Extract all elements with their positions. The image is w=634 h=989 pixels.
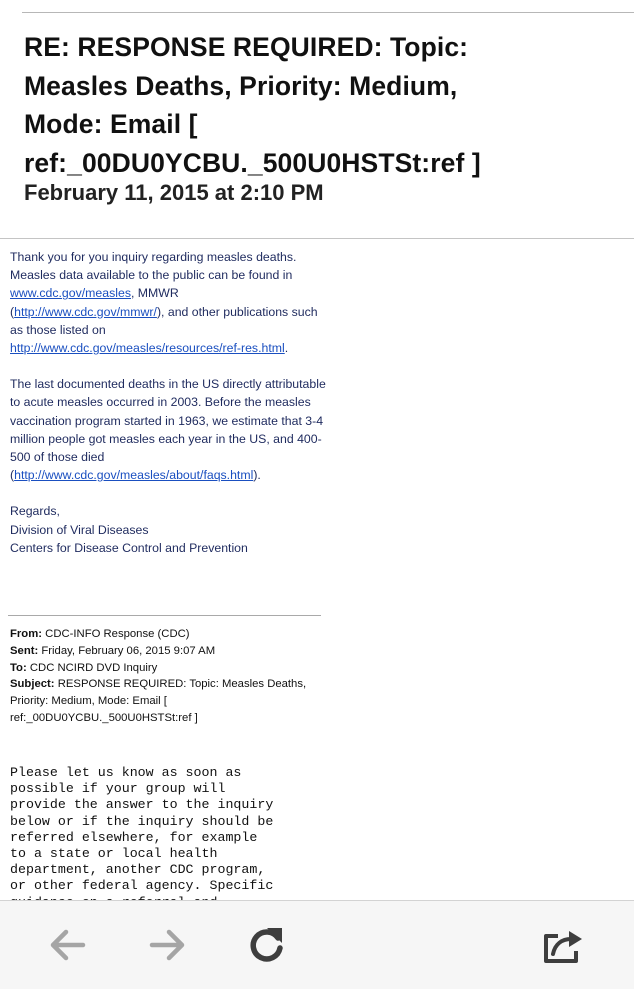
header-divider — [0, 238, 634, 239]
link-cdc-measles[interactable]: www.cdc.gov/measles — [10, 286, 131, 301]
body-line: or other federal agency. Specific — [10, 878, 274, 894]
subject-line: ref:_00DU0YCBU._500U0HSTSt:ref ] — [24, 147, 481, 178]
link-mmwr[interactable]: http://www.cdc.gov/mmwr/ — [14, 304, 157, 319]
quote-divider — [8, 615, 321, 616]
reply-text: ). — [253, 468, 261, 483]
sent-row — [10, 643, 320, 660]
subject-row — [10, 676, 320, 726]
body-line: below or if the inquiry should be — [10, 813, 274, 829]
subject-line: Mode: Email [ — [24, 109, 198, 139]
subject-label: Subject: — [10, 678, 55, 691]
body-line: department, another CDC program, — [10, 862, 266, 878]
reply-paragraph-2 — [10, 375, 330, 484]
forward-arrow-icon[interactable] — [146, 923, 190, 967]
original-body — [10, 765, 330, 901]
signature-line: Regards, — [10, 504, 60, 519]
subject-line: Measles Deaths, Priority: Medium, — [24, 70, 458, 101]
top-divider — [22, 12, 634, 13]
link-faqs[interactable]: http://www.cdc.gov/measles/about/faqs.html — [14, 468, 254, 483]
from-label: From: — [10, 628, 43, 640]
reload-icon[interactable] — [245, 923, 289, 967]
reply-text: . — [284, 341, 289, 356]
body-line: possible if your group will — [10, 781, 226, 797]
reply-body — [10, 248, 330, 557]
email-date: February 11, 2015 at 2:10 PM — [24, 180, 324, 205]
body-line: to a state or local health — [10, 846, 218, 862]
original-headers — [10, 626, 320, 727]
email-subject — [24, 28, 584, 182]
signature-line: Division of Viral Diseases — [10, 522, 149, 537]
to-value: CDC NCIRD DVD Inquiry — [26, 661, 158, 674]
reply-text: , MMWR ( — [10, 286, 179, 319]
sent-label: Sent: — [10, 644, 39, 657]
body-line: Please let us know as soon as — [10, 765, 242, 780]
signature-line: Centers for Disease Control and Prevention — [10, 540, 248, 555]
reply-paragraph-1 — [10, 248, 330, 357]
subject-line: RE: RESPONSE REQUIRED: Topic: — [24, 32, 469, 62]
to-row — [10, 660, 320, 677]
body-line: provide the answer to the inquiry — [10, 797, 274, 813]
reply-text: The last documented deaths in the US directly attributable to acute measles occurred in 2003. Before the measles vaccination program started in 1963, we estimate that 3-4 million people got measles each year in the US, and 400-500 of those died ( — [10, 377, 326, 483]
subject-value: RESPONSE REQUIRED: Topic: Measles Deaths, Priority: Medium, Mode: Email [ ref:_00DU0YCBU._500U0HSTSt:ref ] — [10, 678, 307, 724]
to-label: To: — [10, 661, 27, 674]
body-line: referred elsewhere, for example — [10, 829, 258, 845]
from-value: CDC-INFO Response (CDC) — [42, 628, 190, 640]
signature — [10, 502, 330, 557]
sent-value: Friday, February 06, 2015 9:07 AM — [38, 644, 216, 657]
from-row — [10, 626, 320, 643]
share-icon[interactable] — [541, 923, 585, 967]
back-arrow-icon[interactable] — [45, 923, 89, 967]
reply-text: ), and other publications such as those listed on — [10, 304, 318, 337]
link-ref-res[interactable]: http://www.cdc.gov/measles/resources/ref-res.html — [10, 341, 285, 356]
reply-text: Thank you for you inquiry regarding measles deaths. Measles data available to the public can be found in — [10, 250, 297, 283]
browser-toolbar — [0, 900, 634, 989]
